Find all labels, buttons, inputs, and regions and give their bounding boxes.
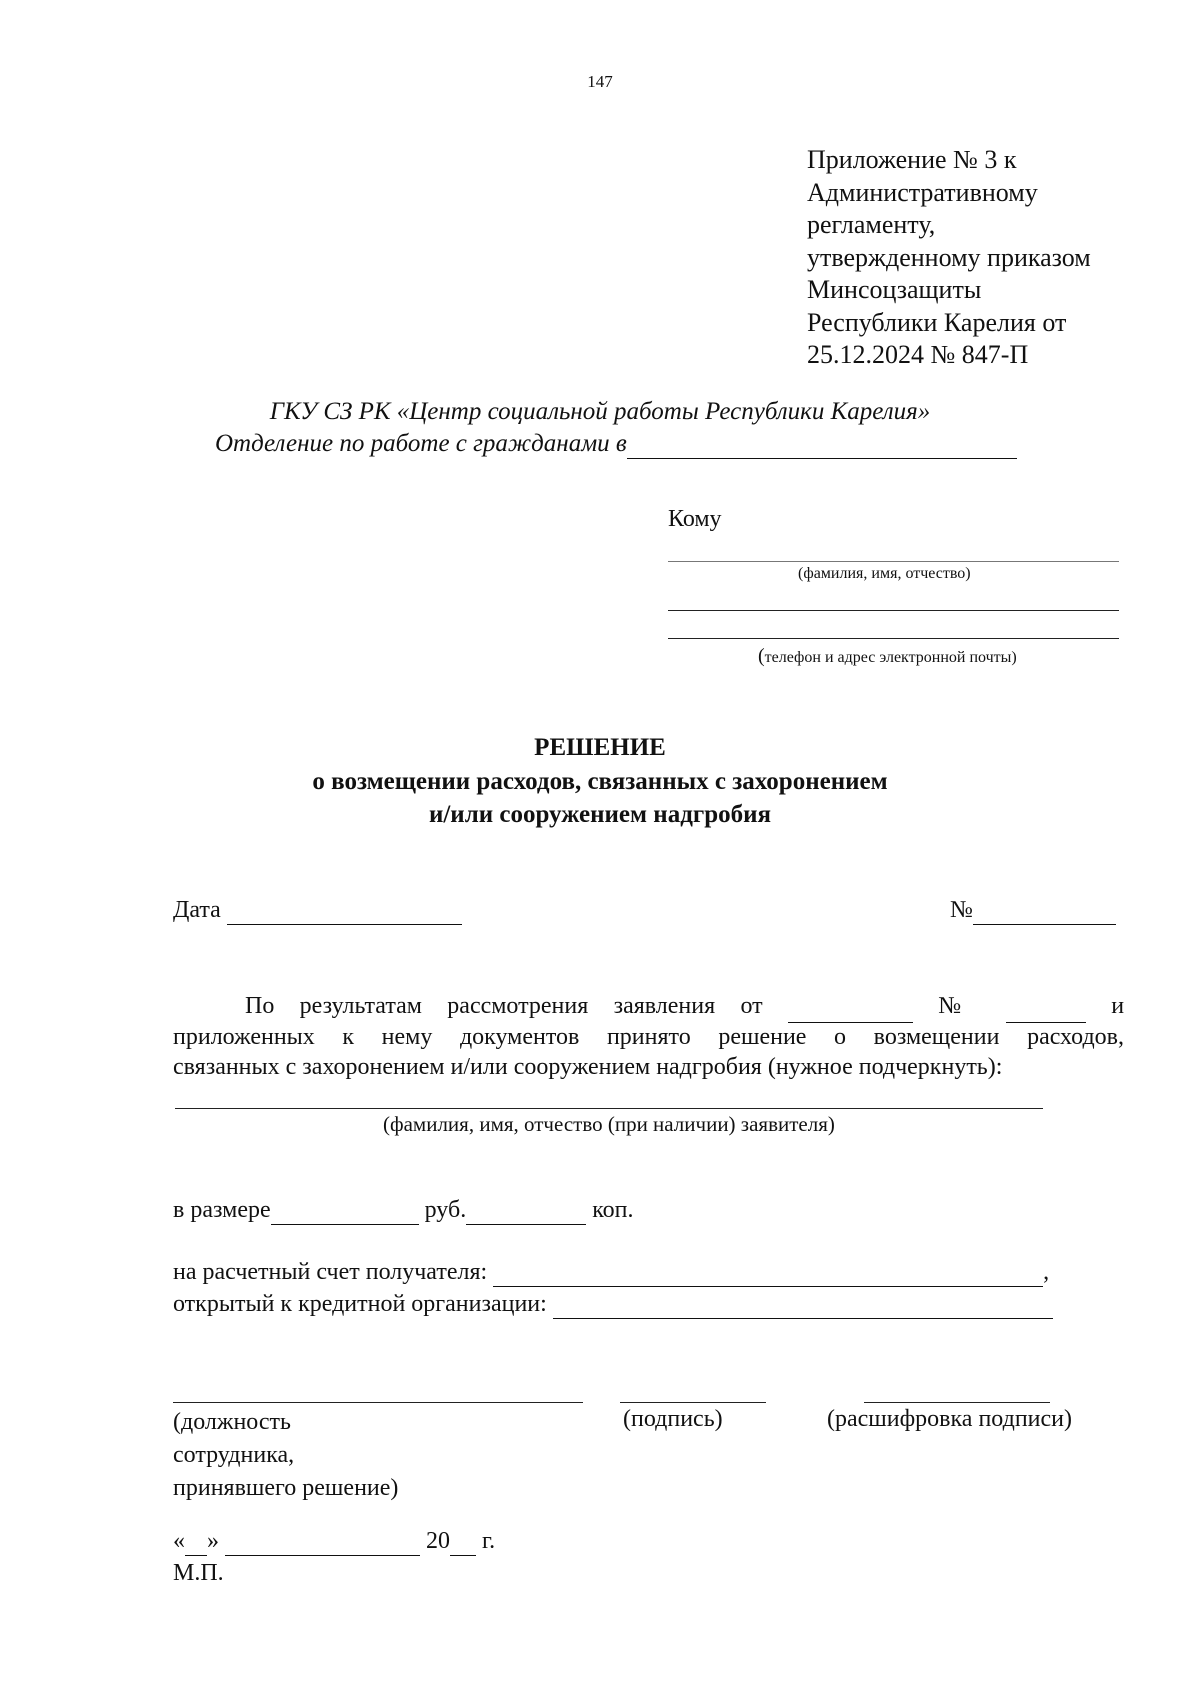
date-blank[interactable] (227, 897, 462, 925)
application-date-blank[interactable] (788, 991, 913, 1023)
appendix-line: Минсоцзащиты (807, 275, 982, 304)
number-blank[interactable] (973, 897, 1116, 925)
caption-paren: ( (758, 645, 765, 667)
decision-title: РЕШЕНИЕ (534, 734, 666, 761)
department-line (215, 430, 1017, 459)
appendix-line: утвержденному приказом (807, 242, 1091, 272)
number-row (950, 897, 1116, 925)
bank-row (173, 1291, 1053, 1319)
department-blank[interactable] (627, 430, 1017, 459)
recipient-contact-caption (758, 645, 1017, 668)
applicant-caption: (фамилия, имя, отчество (при наличии) заявителя) (383, 1112, 835, 1136)
account-blank[interactable] (493, 1259, 1043, 1287)
bank-blank[interactable] (553, 1291, 1053, 1319)
amount-row (173, 1197, 634, 1225)
appendix-line: Административному (807, 177, 1038, 207)
month-blank[interactable] (225, 1528, 420, 1556)
paragraph-text: и (1111, 993, 1125, 1019)
year-suffix: г. (482, 1528, 496, 1554)
department-label: Отделение по работе с гражданами в (215, 430, 627, 457)
recipient-contact-blank-2[interactable] (668, 638, 1119, 639)
kop-label: коп. (592, 1197, 634, 1223)
recipient-contact-blank-1[interactable] (668, 610, 1119, 611)
amount-rub-blank[interactable] (271, 1197, 419, 1225)
bank-label: открытый к кредитной организации: (173, 1291, 547, 1317)
amount-label: в размере (173, 1197, 271, 1223)
appendix-line: 25.12.2024 № 847-П (807, 340, 1029, 369)
position-caption-line: принявшего решение) (173, 1475, 399, 1501)
year-blank[interactable] (450, 1528, 476, 1556)
account-label: на расчетный счет получателя: (173, 1259, 488, 1285)
page-number: 147 (587, 72, 613, 91)
recipient-name-caption: (фамилия, имя, отчество) (798, 565, 971, 582)
stamp-label: М.П. (173, 1560, 224, 1586)
appendix-line: Приложение № 3 к (807, 145, 1017, 174)
rub-label: руб. (424, 1197, 467, 1223)
position-blank[interactable] (173, 1402, 583, 1403)
decoding-caption: (расшифровка подписи) (827, 1406, 1072, 1432)
paragraph-text: По результатам рассмотрения заявления от (245, 993, 763, 1019)
signature-caption: (подпись) (623, 1406, 723, 1432)
quote-close: » (207, 1528, 219, 1554)
organization-name: ГКУ СЗ РК «Центр социальной работы Республики Карелия» (269, 398, 931, 425)
appendix-line: Республики Карелия от (807, 307, 1067, 337)
caption-text: телефон и адрес электронной почты) (764, 649, 1017, 666)
date-label: Дата (173, 897, 221, 923)
decision-subtitle-2: и/или сооружением надгробия (428, 801, 772, 828)
applicant-name-blank[interactable] (175, 1108, 1043, 1109)
recipient-name-blank[interactable] (668, 561, 1119, 562)
appendix-line: регламенту, (807, 210, 936, 239)
paragraph-line-1 (173, 991, 1124, 1022)
account-row (173, 1259, 1049, 1287)
date-row (173, 897, 462, 925)
day-blank[interactable] (185, 1528, 207, 1556)
number-label: № (950, 897, 973, 923)
position-caption (173, 1406, 398, 1505)
paragraph-line-3: связанных с захоронением и/или сооружением надгробия (нужное подчеркнуть): (173, 1054, 1003, 1080)
position-caption-line: (должность (173, 1409, 291, 1435)
position-caption-line: сотрудника, (173, 1442, 295, 1468)
footer-date-row (173, 1528, 495, 1556)
application-number-blank[interactable] (1006, 991, 1086, 1023)
account-comma: , (1043, 1259, 1050, 1285)
quote-open: « (173, 1528, 185, 1554)
decoding-blank[interactable] (864, 1402, 1050, 1403)
paragraph-number-sign: № (938, 993, 981, 1019)
paragraph-line-2: приложенных к нему документов принято решение о возмещении расходов, (173, 1023, 1124, 1050)
year-prefix: 20 (426, 1528, 450, 1554)
amount-kop-blank[interactable] (466, 1197, 586, 1225)
appendix-block (807, 144, 1091, 372)
signature-blank[interactable] (620, 1402, 766, 1403)
decision-subtitle-1: о возмещении расходов, связанных с захоронением (312, 768, 888, 795)
decision-paragraph (173, 991, 1124, 1083)
recipient-label: Кому (668, 506, 722, 532)
